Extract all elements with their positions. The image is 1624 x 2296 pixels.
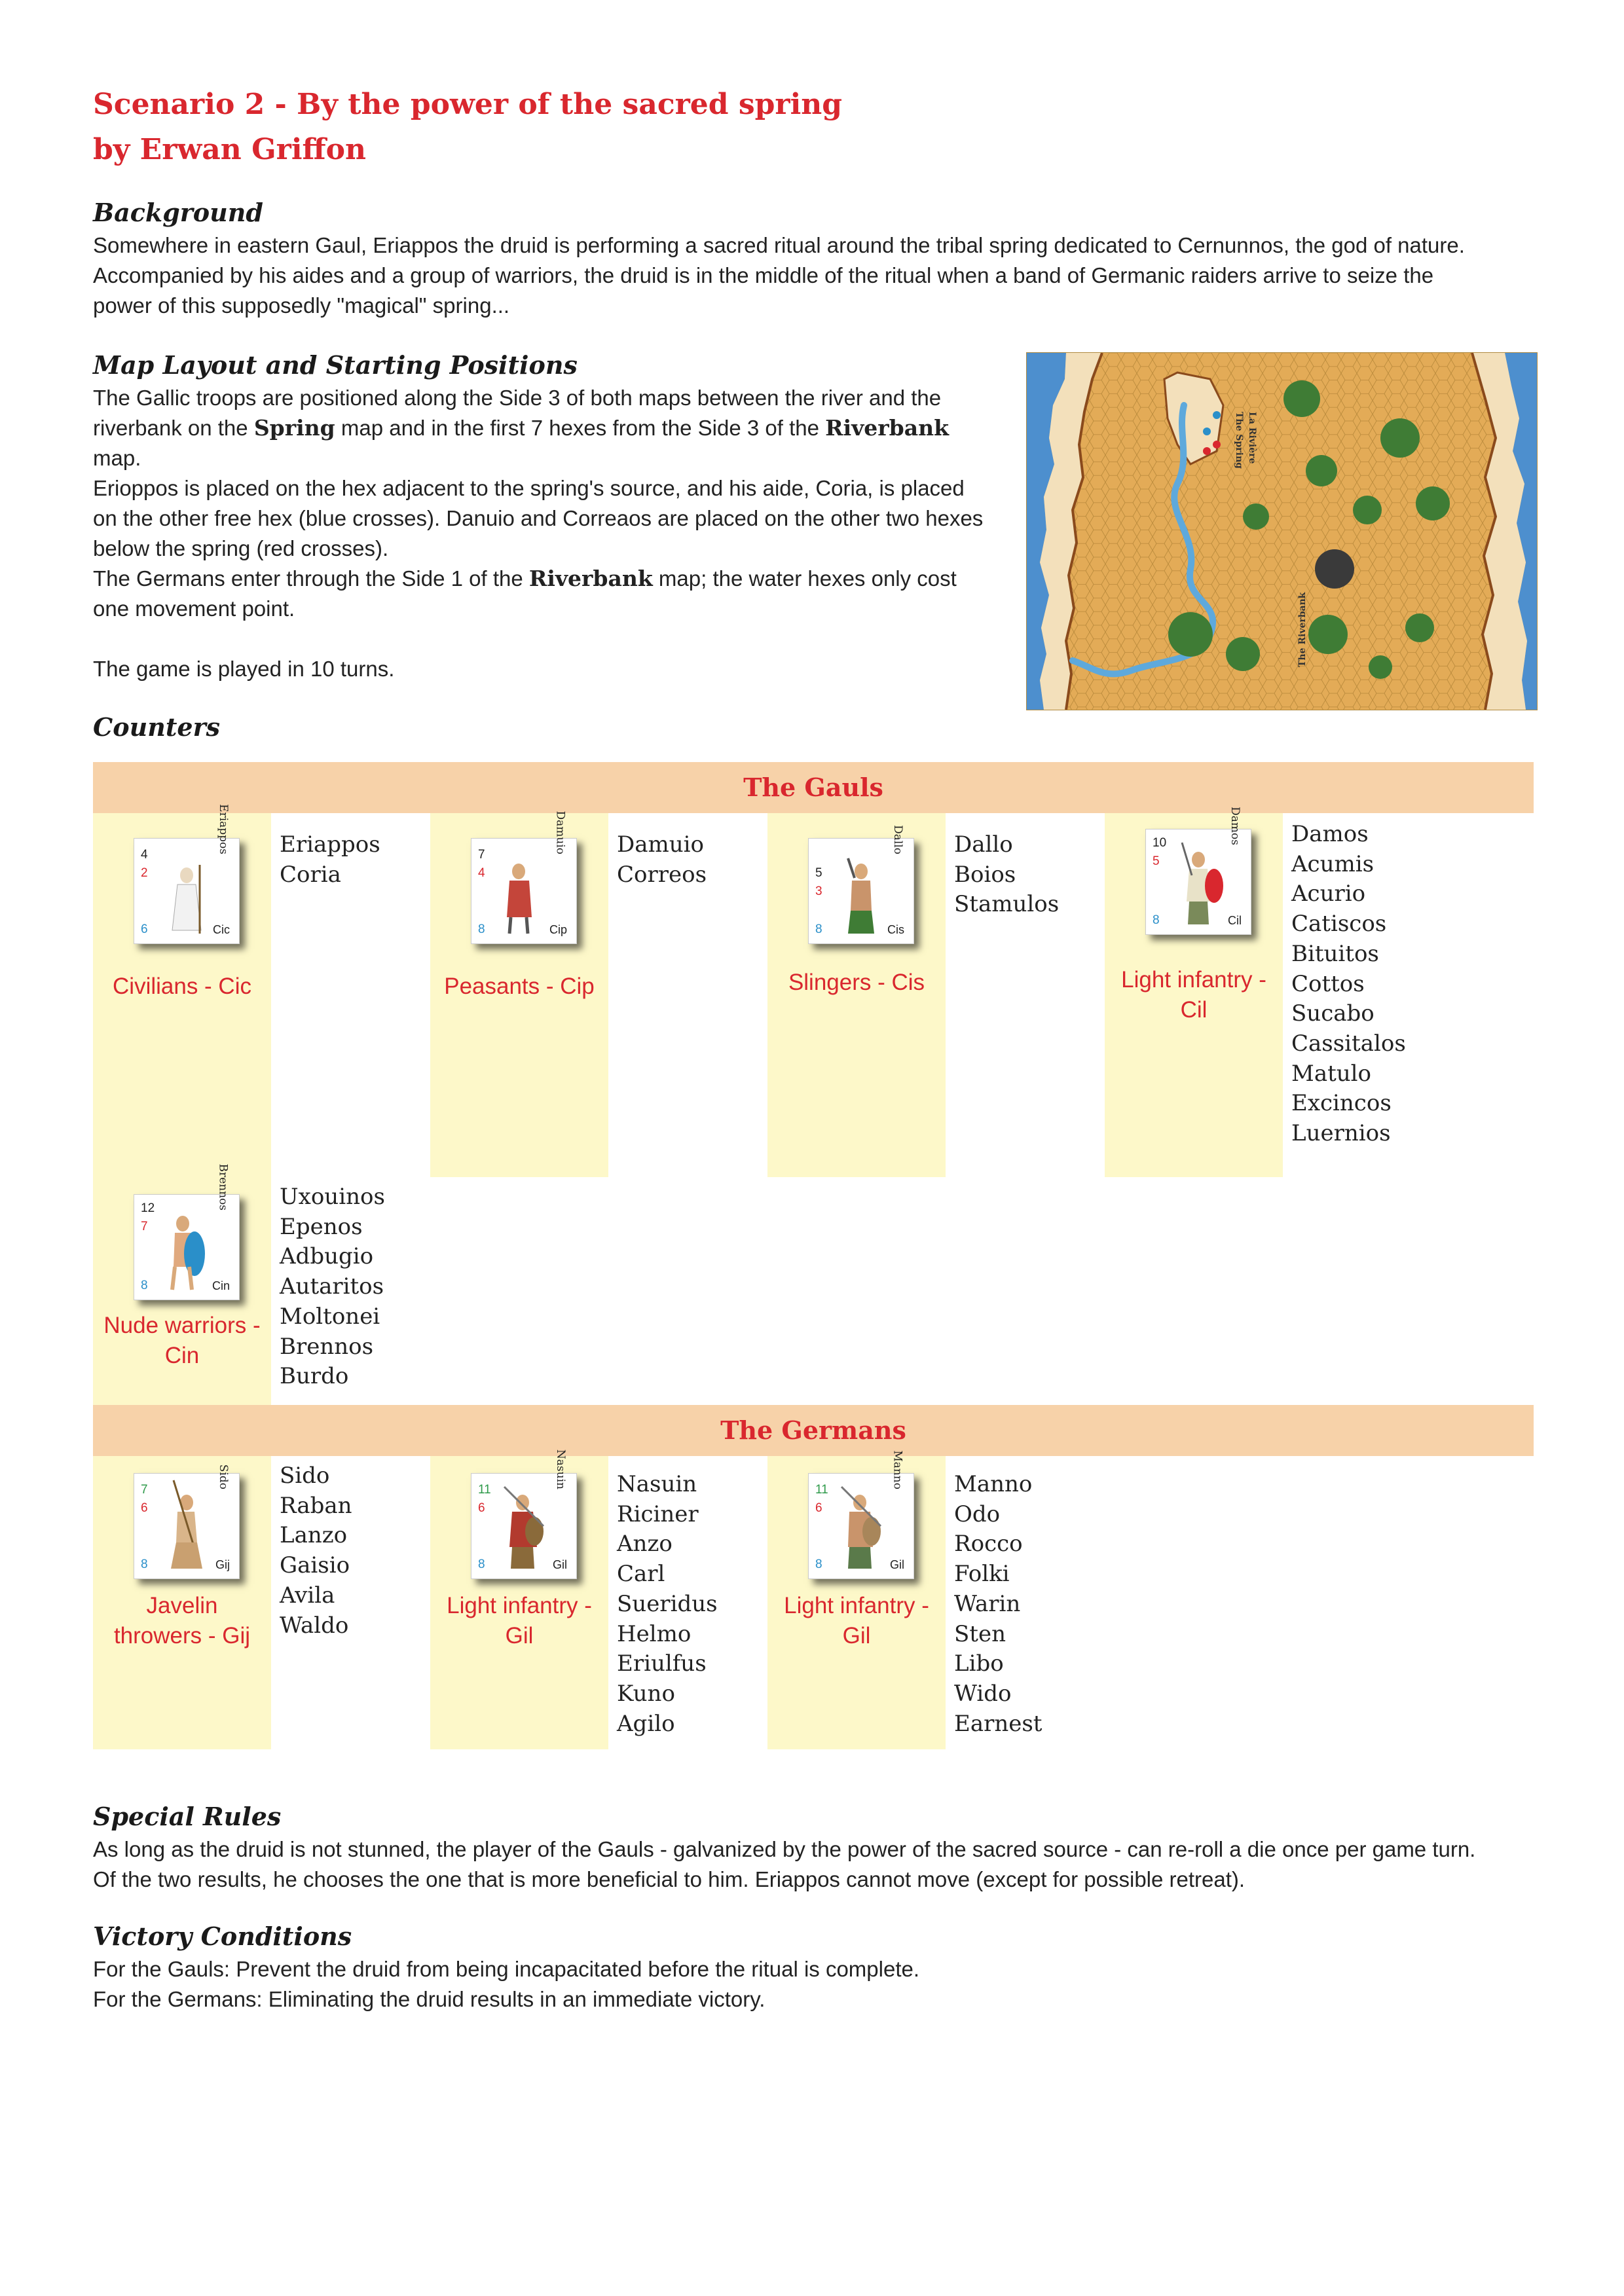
counter-code: Gij xyxy=(215,1558,230,1571)
unit-type-label xyxy=(93,1591,271,1651)
counter-stat-strength: 11 xyxy=(478,1483,491,1497)
unit-name: Libo xyxy=(954,1650,1004,1677)
counter-tile xyxy=(134,804,240,944)
unit-name: Coria xyxy=(280,861,341,888)
map-label-river: La Rivière xyxy=(1247,412,1257,464)
scenario-title: Scenario 2 - By the power of the sacred spring xyxy=(93,88,843,121)
unit-name: Matulo xyxy=(1291,1060,1371,1087)
counter-name: Manno xyxy=(891,1450,904,1489)
unit-name: Sido xyxy=(280,1463,330,1489)
counter-stat-move: 8 xyxy=(478,922,485,936)
unit-type-label xyxy=(93,972,271,1002)
counter-name: Damos xyxy=(1228,807,1242,845)
unit-name: Stamulos xyxy=(954,891,1060,918)
unit-type-line: Cin xyxy=(164,1343,200,1368)
unit-names-list xyxy=(954,1470,1042,1739)
unit-name: Acurio xyxy=(1291,881,1366,907)
unit-name: Wido xyxy=(954,1680,1012,1707)
text-span: map; the water hexes only cost xyxy=(652,566,957,591)
unit-names-list xyxy=(280,830,380,890)
unit-card xyxy=(767,1450,946,1749)
unit-card xyxy=(430,1449,608,1749)
counter-stat-strength: 7 xyxy=(141,1483,148,1497)
unit-name: Dallo xyxy=(954,831,1013,858)
unit-name: Uxouinos xyxy=(280,1184,385,1210)
background-line: Accompanied by his aides and a group of warriors, the druid is in the middle of the ritual when a band of Germanic raiders arrive to seize the xyxy=(93,263,1434,287)
map-graphic xyxy=(1027,353,1537,710)
unit-name: Carl xyxy=(617,1561,665,1588)
special-rules-heading: Special Rules xyxy=(93,1802,282,1831)
text-span: map and in the first 7 hexes from the Side 3 of the xyxy=(335,416,826,440)
unit-card xyxy=(93,804,271,1177)
germans-header: The Germans xyxy=(93,1405,1534,1456)
map-layout-heading: Map Layout and Starting Positions xyxy=(93,350,578,380)
counter-code: Cin xyxy=(212,1279,230,1292)
counter-stat-move: 8 xyxy=(815,1558,822,1571)
text-line: As long as the druid is not stunned, the player of the Gauls - galvanized by the power of the sacred source - can re-roll a die once per game turn. xyxy=(93,1837,1476,1861)
unit-name: Adbugio xyxy=(280,1243,374,1270)
counter-stat-move: 8 xyxy=(141,1279,148,1292)
unit-names-list xyxy=(954,830,1059,920)
unit-name: Damuio xyxy=(617,831,705,858)
unit-name: Eriappos xyxy=(280,831,380,858)
background-line: Somewhere in eastern Gaul, Eriappos the druid is performing a sacred ritual around the tribal spring dedicated to Cernunnos, the god of nature. xyxy=(93,233,1465,257)
unit-name: Damos xyxy=(1291,821,1369,847)
unit-type-line: Light infantry - xyxy=(447,1593,592,1618)
counter-stat-strength: 12 xyxy=(141,1201,155,1215)
counter-tile xyxy=(134,1163,240,1300)
unit-name: Sten xyxy=(954,1620,1006,1647)
background-heading: Background xyxy=(93,198,263,227)
unit-type-line: Light infantry - xyxy=(784,1593,929,1618)
unit-type-label xyxy=(430,1591,608,1651)
background-line: power of this supposedly "magical" spring... xyxy=(93,293,510,318)
counter-stat-combat: 5 xyxy=(1153,854,1160,868)
unit-names-list xyxy=(280,1461,352,1641)
unit-name: Sucabo xyxy=(1291,1000,1375,1027)
text-line xyxy=(93,413,1010,443)
unit-name: Brennos xyxy=(280,1333,374,1360)
unit-name: Sueridus xyxy=(617,1590,718,1617)
unit-name: Manno xyxy=(954,1471,1033,1497)
unit-card xyxy=(93,1163,271,1408)
map-label-spring: The Spring xyxy=(1234,412,1244,469)
unit-card xyxy=(767,813,946,1177)
unit-name: Epenos xyxy=(280,1213,363,1240)
unit-name: Folki xyxy=(954,1561,1010,1588)
unit-name: Helmo xyxy=(617,1620,692,1647)
unit-name: Waldo xyxy=(280,1612,349,1639)
unit-name: Raban xyxy=(280,1492,352,1519)
text-line: map. xyxy=(93,446,141,470)
counter-tile xyxy=(1145,807,1251,935)
counter-name: Dallo xyxy=(891,825,904,854)
unit-name: Odo xyxy=(954,1501,1001,1527)
unit-name: Riciner xyxy=(617,1501,699,1527)
counter-tile xyxy=(808,825,914,944)
text-span: riverbank on the xyxy=(93,416,254,440)
unit-name: Nasuin xyxy=(617,1471,697,1497)
counter-stat-move: 8 xyxy=(1153,913,1160,927)
counter-tile xyxy=(808,1450,914,1579)
unit-name: Catiscos xyxy=(1291,911,1387,938)
unit-name: Rocco xyxy=(954,1531,1023,1558)
unit-name: Lanzo xyxy=(280,1522,348,1549)
unit-names-list xyxy=(617,1470,718,1739)
unit-name: Excincos xyxy=(1291,1090,1392,1117)
unit-type-line: Cil xyxy=(1180,997,1208,1023)
counter-stat-combat: 2 xyxy=(141,866,148,880)
unit-name: Avila xyxy=(280,1582,335,1609)
unit-name: Gaisio xyxy=(280,1552,350,1579)
counter-stat-combat: 7 xyxy=(141,1220,148,1233)
battle-map-image xyxy=(1026,352,1538,710)
unit-name: Burdo xyxy=(280,1363,349,1390)
unit-name: Luernios xyxy=(1291,1120,1391,1147)
counter-stat-strength: 4 xyxy=(141,848,148,862)
unit-type-line: Light infantry - xyxy=(1121,967,1266,993)
text-line: For the Germans: Eliminating the druid results in an immediate victory. xyxy=(93,1987,766,2011)
counter-stat-move: 8 xyxy=(815,922,822,936)
unit-name: Acumis xyxy=(1291,850,1375,877)
text-span: The Germans enter through the Side 1 of the xyxy=(93,566,529,591)
victory-text xyxy=(93,1954,1540,2014)
counter-stat-strength: 7 xyxy=(478,848,485,862)
counters-heading: Counters xyxy=(93,712,220,742)
unit-name: Eriulfus xyxy=(617,1650,707,1677)
map-layout-text xyxy=(93,383,1010,684)
counter-stat-strength: 11 xyxy=(815,1483,828,1497)
unit-type-label xyxy=(767,1591,946,1651)
counter-stat-combat: 6 xyxy=(478,1501,485,1515)
unit-type-label xyxy=(767,968,946,998)
unit-name: Warin xyxy=(954,1590,1021,1617)
text-line: below the spring (red crosses). xyxy=(93,536,389,560)
unit-type-label xyxy=(93,1311,271,1371)
unit-name: Anzo xyxy=(617,1531,673,1558)
text-line: on the other free hex (blue crosses). Danuio and Correaos are placed on the other two hexes xyxy=(93,506,984,530)
unit-type-line: Slingers - Cis xyxy=(788,970,925,995)
counter-stat-combat: 6 xyxy=(815,1501,822,1515)
counter-stat-combat: 6 xyxy=(141,1501,148,1515)
unit-card xyxy=(1105,807,1283,1177)
counter-tile xyxy=(134,1464,240,1579)
unit-card xyxy=(93,1456,271,1749)
unit-type-line: Civilians - Cic xyxy=(113,974,251,999)
unit-name: Earnest xyxy=(954,1710,1043,1737)
counter-code: Gil xyxy=(553,1558,567,1571)
unit-card xyxy=(430,813,608,1177)
counter-name: Eriappos xyxy=(217,804,230,854)
counter-stat-combat: 3 xyxy=(815,884,822,898)
counter-code: Cip xyxy=(549,923,567,936)
counter-name: Nasuin xyxy=(554,1449,567,1489)
unit-names-list xyxy=(1291,820,1406,1149)
unit-type-line: Gil xyxy=(505,1623,534,1649)
unit-name: Kuno xyxy=(617,1680,675,1707)
special-rules-text xyxy=(93,1834,1540,1895)
counter-name: Brennos xyxy=(217,1163,230,1211)
counter-code: Cic xyxy=(213,923,230,936)
counter-stat-move: 8 xyxy=(478,1558,485,1571)
unit-type-label xyxy=(1105,965,1283,1025)
text-line xyxy=(93,564,1010,594)
counter-stat-strength: 10 xyxy=(1153,836,1167,850)
counter-stat-strength: 5 xyxy=(815,866,822,880)
map-name-spring: Spring xyxy=(253,415,335,441)
text-line: Of the two results, he chooses the one that is more beneficial to him. Eriappos cannot move (except for possible retreat). xyxy=(93,1867,1246,1891)
unit-type-line: Nude warriors - xyxy=(103,1313,261,1338)
unit-name: Moltonei xyxy=(280,1303,380,1330)
background-text xyxy=(93,230,1540,321)
unit-type-line: Peasants - Cip xyxy=(444,974,595,999)
counter-code: Gil xyxy=(890,1558,904,1571)
unit-type-line: Javelin xyxy=(146,1593,218,1618)
counter-stat-move: 6 xyxy=(141,922,148,936)
counter-name: Sido xyxy=(217,1464,230,1489)
map-label-riverbank: The Riverbank xyxy=(1297,592,1308,667)
unit-name: Cassitalos xyxy=(1291,1030,1406,1057)
counter-tile xyxy=(471,1449,577,1579)
unit-names-list xyxy=(617,830,707,890)
map-name-riverbank: Riverbank xyxy=(825,415,949,441)
text-line: For the Gauls: Prevent the druid from being incapacitated before the ritual is complete. xyxy=(93,1957,920,1981)
gauls-header: The Gauls xyxy=(93,762,1534,813)
counter-code: Cis xyxy=(887,923,904,936)
unit-name: Agilo xyxy=(617,1710,675,1737)
unit-name: Bituitos xyxy=(1291,940,1379,967)
map-name-riverbank: Riverbank xyxy=(528,566,653,591)
text-line: Erioppos is placed on the hex adjacent to the spring's source, and his aide, Coria, is placed xyxy=(93,476,965,500)
unit-name: Autaritos xyxy=(280,1273,384,1300)
counter-code: Cil xyxy=(1228,914,1242,927)
unit-name: Correos xyxy=(617,861,707,888)
counter-tile xyxy=(471,811,577,944)
unit-type-line: throwers - Gij xyxy=(113,1623,251,1649)
text-line: The Gallic troops are positioned along the Side 3 of both maps between the river and the xyxy=(93,386,942,410)
victory-heading: Victory Conditions xyxy=(93,1922,352,1951)
counter-stat-combat: 4 xyxy=(478,866,485,880)
text-line: The game is played in 10 turns. xyxy=(93,657,395,681)
text-line: one movement point. xyxy=(93,596,295,621)
unit-type-label xyxy=(430,972,608,1002)
unit-name: Cottos xyxy=(1291,970,1365,997)
unit-type-line: Gil xyxy=(842,1623,871,1649)
scenario-author: by Erwan Griffon xyxy=(93,133,366,166)
counter-stat-move: 8 xyxy=(141,1558,148,1571)
counter-name: Damuio xyxy=(554,811,567,854)
unit-names-list xyxy=(280,1182,385,1392)
unit-name: Boios xyxy=(954,861,1016,888)
